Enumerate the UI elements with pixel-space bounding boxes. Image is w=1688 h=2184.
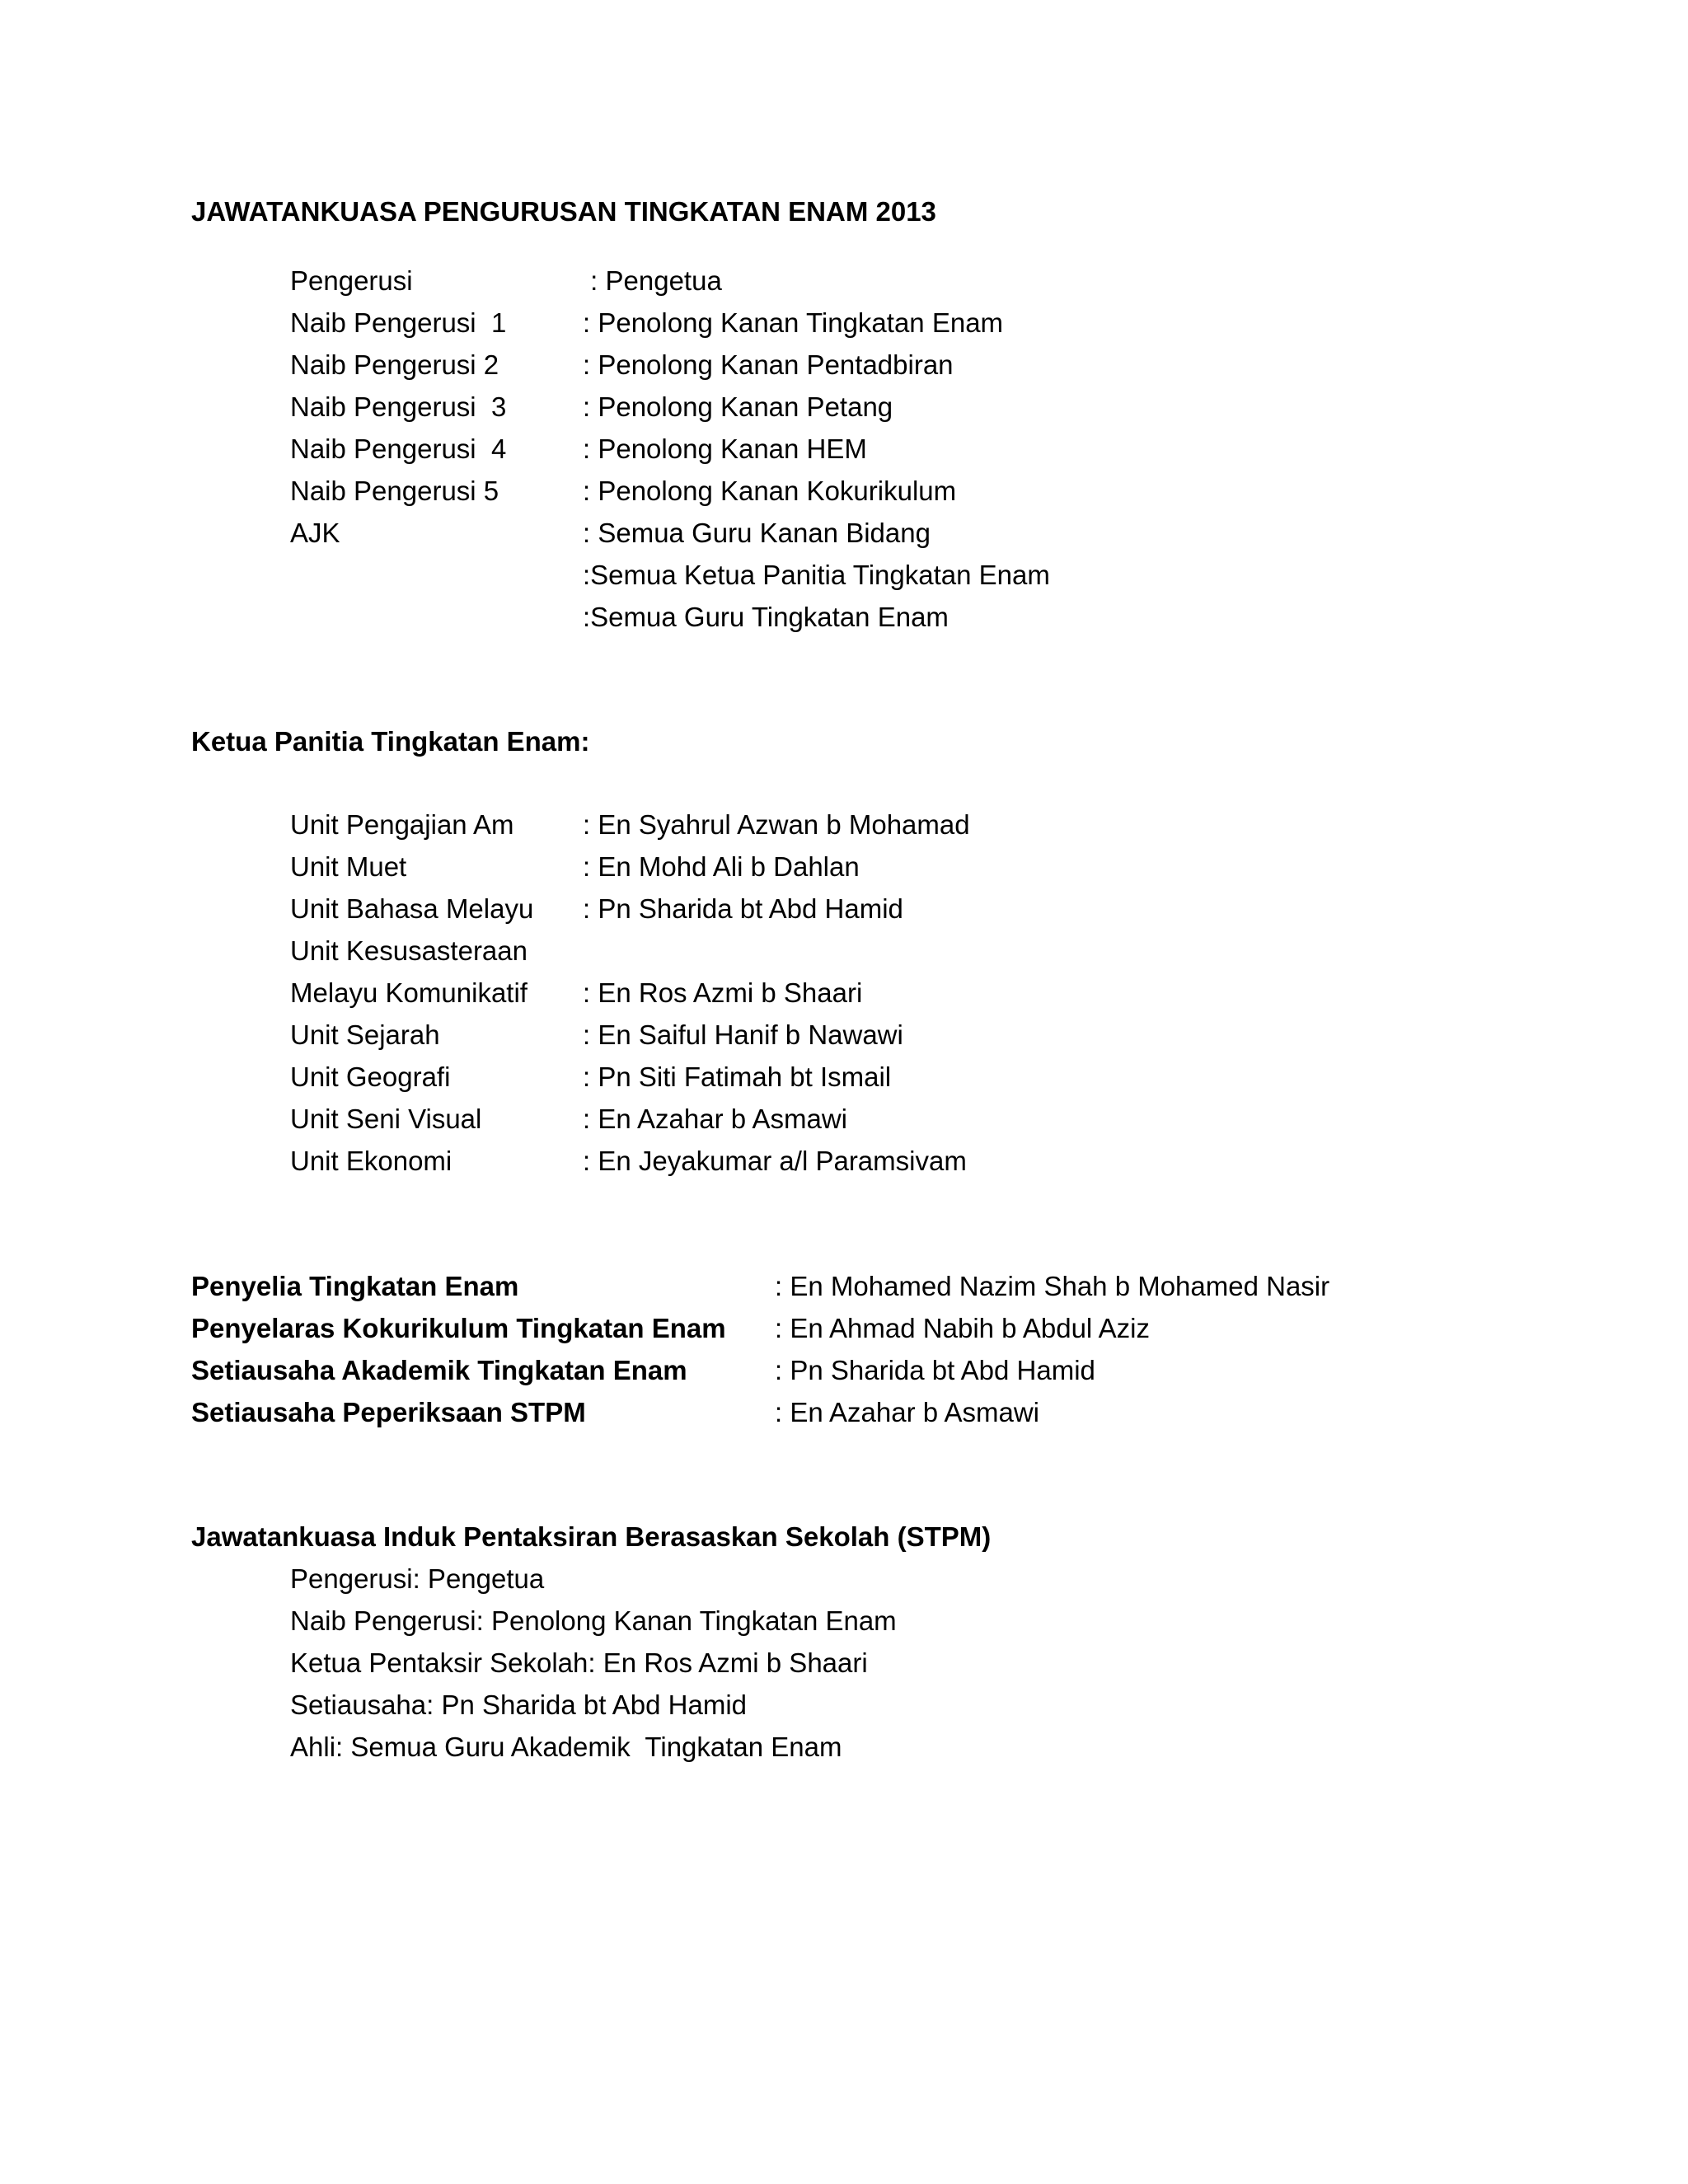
panitia-heading: Ketua Panitia Tingkatan Enam: bbox=[191, 726, 590, 757]
panitia-label: Unit Seni Visual bbox=[290, 1104, 482, 1134]
panitia-label: Unit Bahasa Melayu bbox=[290, 893, 534, 924]
committee-label: Pengerusi bbox=[290, 265, 413, 296]
panitia-value: : En Syahrul Azwan b Mohamad bbox=[583, 809, 970, 840]
committee-value: :Semua Guru Tingkatan Enam bbox=[583, 602, 949, 632]
panitia-label: Melayu Komunikatif bbox=[290, 977, 528, 1008]
committee-value: : Penolong Kanan Tingkatan Enam bbox=[583, 307, 1004, 338]
committee-value: : Pengetua bbox=[583, 265, 722, 296]
officer-label: Penyelaras Kokurikulum Tingkatan Enam bbox=[191, 1313, 726, 1343]
panitia-value: : En Saiful Hanif b Nawawi bbox=[583, 1019, 903, 1050]
pbs-line: Pengerusi: Pengetua bbox=[290, 1563, 545, 1594]
panitia-label: Unit Kesusasteraan bbox=[290, 935, 528, 966]
panitia-label: Unit Pengajian Am bbox=[290, 809, 514, 840]
document-title: JAWATANKUASA PENGURUSAN TINGKATAN ENAM 2013 bbox=[191, 196, 936, 227]
committee-label: Naib Pengerusi 2 bbox=[290, 349, 499, 380]
committee-value: :Semua Ketua Panitia Tingkatan Enam bbox=[583, 560, 1050, 590]
panitia-value: : En Mohd Ali b Dahlan bbox=[583, 851, 860, 882]
officer-value: : En Mohamed Nazim Shah b Mohamed Nasir bbox=[775, 1271, 1330, 1301]
pbs-line: Ahli: Semua Guru Akademik Tingkatan Enam bbox=[290, 1732, 842, 1762]
pbs-line: Setiausaha: Pn Sharida bt Abd Hamid bbox=[290, 1690, 748, 1720]
panitia-value: : Pn Siti Fatimah bt Ismail bbox=[583, 1062, 892, 1092]
officer-label: Setiausaha Akademik Tingkatan Enam bbox=[191, 1355, 687, 1385]
committee-value: : Penolong Kanan Petang bbox=[583, 391, 893, 422]
committee-value: : Penolong Kanan HEM bbox=[583, 434, 867, 464]
panitia-value: : Pn Sharida bt Abd Hamid bbox=[583, 893, 903, 924]
committee-value: : Penolong Kanan Pentadbiran bbox=[583, 349, 954, 380]
officer-label: Penyelia Tingkatan Enam bbox=[191, 1271, 519, 1301]
panitia-label: Unit Geografi bbox=[290, 1062, 451, 1092]
panitia-label: Unit Sejarah bbox=[290, 1019, 440, 1050]
committee-label: Naib Pengerusi 3 bbox=[290, 391, 507, 422]
officer-value: : En Ahmad Nabih b Abdul Aziz bbox=[775, 1313, 1150, 1343]
panitia-value: : En Jeyakumar a/l Paramsivam bbox=[583, 1146, 967, 1176]
pbs-line: Ketua Pentaksir Sekolah: En Ros Azmi b Shaari bbox=[290, 1647, 868, 1678]
officer-label: Setiausaha Peperiksaan STPM bbox=[191, 1397, 586, 1427]
committee-value: : Penolong Kanan Kokurikulum bbox=[583, 476, 957, 506]
committee-value: : Semua Guru Kanan Bidang bbox=[583, 518, 931, 548]
pbs-line: Naib Pengerusi: Penolong Kanan Tingkatan Enam bbox=[290, 1605, 897, 1636]
officer-value: : En Azahar b Asmawi bbox=[775, 1397, 1039, 1427]
officer-value: : Pn Sharida bt Abd Hamid bbox=[775, 1355, 1095, 1385]
committee-label: Naib Pengerusi 5 bbox=[290, 476, 499, 506]
pbs-heading: Jawatankuasa Induk Pentaksiran Berasaskan Sekolah (STPM) bbox=[191, 1521, 992, 1552]
panitia-value: : En Azahar b Asmawi bbox=[583, 1104, 847, 1134]
committee-label: Naib Pengerusi 1 bbox=[290, 307, 507, 338]
panitia-label: Unit Ekonomi bbox=[290, 1146, 452, 1176]
committee-label: Naib Pengerusi 4 bbox=[290, 434, 507, 464]
committee-label: AJK bbox=[290, 518, 340, 548]
panitia-label: Unit Muet bbox=[290, 851, 407, 882]
panitia-value: : En Ros Azmi b Shaari bbox=[583, 977, 863, 1008]
